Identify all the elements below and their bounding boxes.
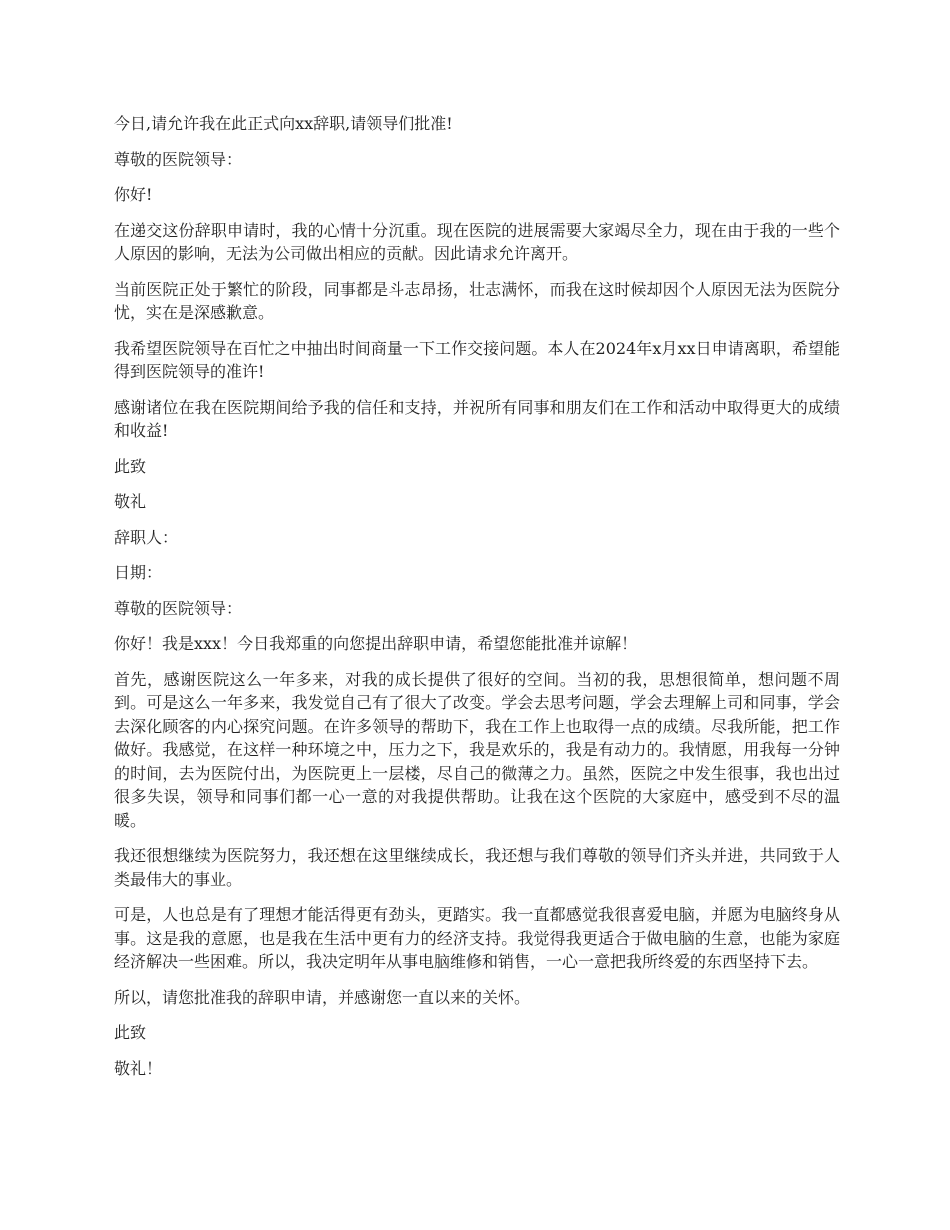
body-paragraph: 可是，人也总是有了理想才能活得更有劲头，更踏实。我一直都感觉我很喜爱电脑，并愿为电脑终身从事。这是我的意愿，也是我在生活中更有力的经济支持。我觉得我更适合于做电脑的生意，也能为家庭经济解决一些困难。所以，我决定明年从事电脑维修和销售，一心一意把我所终爱的东西坚持下去。 (114, 905, 840, 971)
closing-line: 此致 (114, 456, 147, 476)
closing-line: 此致 (114, 1023, 147, 1042)
body-paragraph: 感谢诸位在我在医院期间给予我的信任和支持，并祝所有同事和朋友们在工作和活动中取得更大的成绩和收益! (114, 397, 840, 440)
salutation: 尊敬的医院领导： (114, 598, 243, 618)
salutation: 尊敬的医院领导： (114, 149, 243, 169)
body-paragraph: 首先，感谢医院这么一年多来，对我的成长提供了很好的空间。当初的我，思想很简单，想问题不周到。可是这么一年多来，我发觉自己有了很大了改变。学会去思考问题，学会去理解上司和同事，学会去深化顾客的内心探究问题。在许多领导的帮助下，我在工作上也取得一点的成绩。尽我所能，把工作做好。我感觉，在这样一种环境之中，压力之下，我是欢乐的，我是有动力的。我情愿，用我每一分钟的时间，去为医院付出，为医院更上一层楼，尽自己的微薄之力。虽然，医院之中发生很事，我也出过很多失误，领导和同事们都一心一意的对我提供帮助。让我在这个医院的大家庭中，感受到不尽的温暖。 (114, 669, 840, 830)
intro-line: 今日,请允许我在此正式向xx辞职,请领导们批准! (114, 114, 453, 133)
body-paragraph: 当前医院正处于繁忙的阶段，同事都是斗志昂扬，壮志满怀，而我在这时候却因个人原因无法为医院分忧，实在是深感歉意。 (114, 279, 840, 322)
signature-label: 辞职人： (114, 527, 179, 547)
closing-salute: 敬礼！ (114, 1058, 163, 1078)
body-paragraph: 在递交这份辞职申请时，我的心情十分沉重。现在医院的进展需要大家竭尽全力，现在由于我的一些个人原因的影响，无法为公司做出相应的贡献。因此请求允许离开。 (114, 220, 840, 263)
closing-salute: 敬礼 (114, 492, 147, 511)
greeting: 你好! (114, 185, 153, 204)
greeting: 你好！我是xxx！今日我郑重的向您提出辞职申请，希望您能批准并谅解！ (114, 634, 638, 653)
body-paragraph: 我还很想继续为医院努力，我还想在这里继续成长，我还想与我们尊敬的领导们齐头并进，共同致于人类最伟大的事业。 (114, 846, 840, 889)
body-paragraph: 我希望医院领导在百忙之中抽出时间商量一下工作交接问题。本人在2024年x月xx日申请离职，希望能得到医院领导的准许! (114, 338, 840, 381)
date-label: 日期： (114, 563, 163, 582)
body-paragraph: 所以，请您批准我的辞职申请，并感谢您一直以来的关怀。 (114, 987, 531, 1007)
